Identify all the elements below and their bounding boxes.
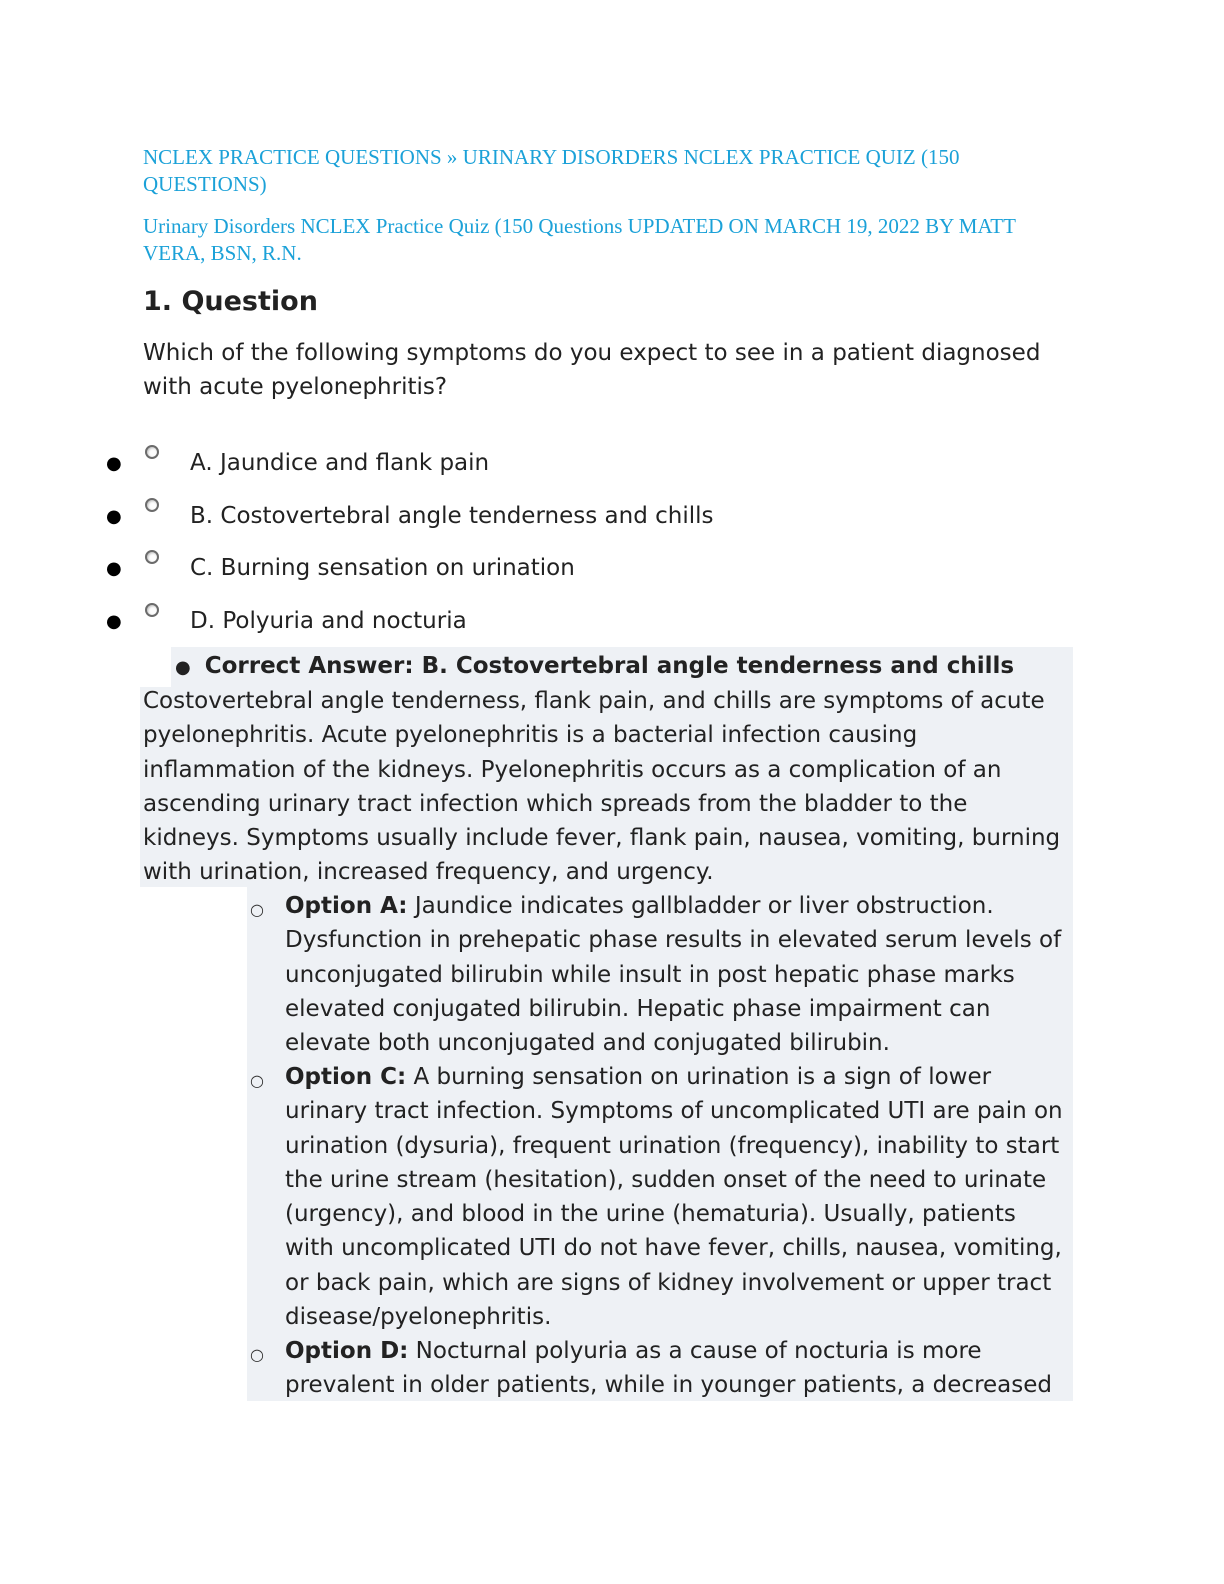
option-d-rationale [285, 1334, 1070, 1403]
option-label: Option C: [285, 1064, 407, 1090]
bullet-icon: ● [106, 505, 122, 527]
article-byline[interactable]: Urinary Disorders NCLEX Practice Quiz (150 Questions UPDATED ON MARCH 19, 2022 BY MATT VERA, BSN, R.N. [143, 214, 1016, 265]
option-label: Option A: [285, 893, 408, 919]
answer-choices [0, 442, 1224, 652]
circle-bullet-icon: ○ [250, 1345, 264, 1364]
bullet-icon: ● [106, 558, 122, 579]
bullet-icon: ● [106, 453, 122, 474]
choice-c[interactable] [0, 547, 1224, 600]
option-text: A burning sensation on urination is a sign of lower urinary tract infection. Symptoms of uncomplicated UTI are pain on urination (dysuria), frequent urination (frequency), inability to start the urine stream (hesitation), sudden onset of the need to urinate (urgency), and blood in the urine (hematuria). Usually, patients with uncomplicated UTI do not have fever, chills, nausea, vomiting, or back pain, which are signs of kidney involvement or upper tract disease/pyelonephritis. [285, 1064, 1063, 1331]
radio-icon[interactable] [145, 603, 159, 617]
radio-icon[interactable] [145, 445, 159, 459]
bullet-icon: ● [175, 657, 191, 678]
choice-label: B. Costovertebral angle tenderness and chills [190, 502, 714, 529]
answer-explanation: Costovertebral angle tenderness, flank pain, and chills are symptoms of acute pyelonephritis. Acute pyelonephritis is a bacterial infection causing inflammation of the kidneys. Pyelonephritis occurs as a complication of an ascending urinary tract infection which spreads from the bladder to the kidneys. Symptoms usually include fever, flank pain, nausea, vomiting, burning with urination, increased frequency, and urgency. [143, 688, 1061, 886]
bullet-icon: ● [106, 610, 122, 632]
option-label: Option D: [285, 1338, 409, 1364]
choice-b[interactable] [0, 495, 1224, 548]
option-a-rationale [285, 889, 1070, 1060]
choice-label: A. Jaundice and flank pain [190, 450, 490, 476]
choice-a[interactable] [0, 442, 1224, 495]
correct-answer-heading [175, 649, 1014, 685]
correct-answer-text: Correct Answer: B. Costovertebral angle tenderness and chills [204, 653, 1015, 679]
option-c-rationale [285, 1060, 1070, 1334]
choice-label: D. Polyuria and nocturia [190, 607, 467, 634]
option-text: Nocturnal polyuria as a cause of nocturia is more prevalent in older patients, while in younger patients, a decreased [285, 1338, 1053, 1399]
question-title: 1. Question [143, 286, 318, 317]
circle-bullet-icon: ○ [250, 900, 264, 919]
circle-bullet-icon: ○ [250, 1071, 264, 1090]
choice-d[interactable] [0, 600, 1224, 653]
radio-icon[interactable] [145, 498, 159, 512]
breadcrumb[interactable]: NCLEX PRACTICE QUESTIONS » URINARY DISORDERS NCLEX PRACTICE QUIZ (150 QUESTIONS) [143, 145, 960, 196]
choice-label: C. Burning sensation on urination [190, 555, 575, 581]
option-text: Jaundice indicates gallbladder or liver obstruction. Dysfunction in prehepatic phase results in elevated serum levels of unconjugated bilirubin while insult in post hepatic phase marks elevated conjugated bilirubin. Hepatic phase impairment can elevate both unconjugated and conjugated bilirubin. [285, 893, 1062, 1057]
question-text: Which of the following symptoms do you expect to see in a patient diagnosed with acute pyelonephritis? [143, 340, 1041, 400]
radio-icon[interactable] [145, 550, 159, 564]
